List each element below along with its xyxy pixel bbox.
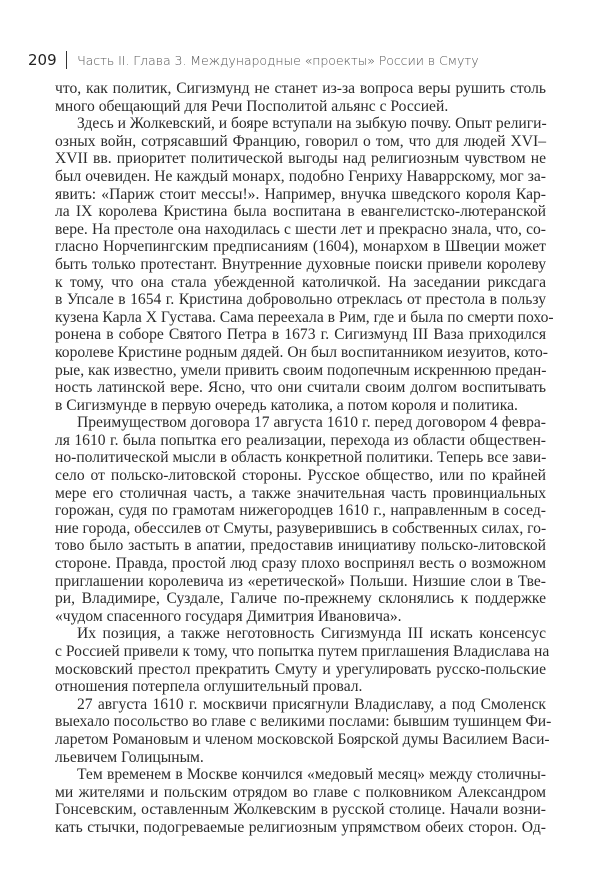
text-line: мере его столичная часть, а также значительная часть провинциальных [55,484,546,502]
text-line: озных войн, сотрясавший Францию, говорил о том, что для людей XVI– [55,132,546,150]
text-line: кузена Карла X Густава. Сама переехала в Рим, где и была по смерти похо- [55,308,554,326]
text-line: Преимуществом договора 17 августа 1610 г. перед договором 4 февра- [77,414,546,432]
text-line: гласно Норчепингским предписаниям (1604), монархом в Швеции может [55,238,546,256]
text-line: Здесь и Жолкевский, и бояре вступали на зыбкую почву. Опыт религи- [77,115,547,133]
text-line: XVII вв. приоритет политической выгоды над религиозным чувством не [55,150,546,168]
text-line: выехало посольство во главе с великими послами: бывшим тушинцем Фи- [55,713,552,731]
text-line: Тем временем в Москве кончился «медовый месяц» между столичны- [77,766,546,784]
text-line: московский престол прекратить Смуту и урегулировать русско-польские [55,660,546,678]
paragraph [55,695,552,766]
text-line: 27 августа 1610 г. москвичи присягнули Владиславу, а под Смоленск [77,695,546,713]
text-line: кать стычки, подогреваемые религиозным упрямством обеих сторон. Од- [55,818,546,836]
text-line: в Сигизмунде в первую очередь католика, а потом короля и политика. [55,396,518,414]
text-line: ла IX королева Кристина была воспитана в евангелистско-лютеранской [55,203,546,221]
text-line: что, как политик, Сигизмунд не станет из-за вопроса веры рушить столь [55,80,546,97]
text-line: ние города, обессилев от Смуты, разуверившись в собственных силах, го- [55,519,547,537]
paragraph [55,414,546,625]
text-line: к тому, что она стала убежденной католичкой. На заседании риксдага [55,273,546,291]
text-line: вере. На престоле она находилась с шести лет и прекрасно знала, что, со- [55,220,546,238]
paragraph [55,766,546,836]
paragraph [55,625,550,696]
text-line: ми жителями и польским отрядом во главе с полковником Александром [55,783,546,801]
text-line: в Упсале в 1654 г. Кристина добровольно отреклась от престола в пользу [55,291,546,309]
text-line: село от польско-литовской стороны. Русское общество, или по крайней [55,467,546,485]
running-title: Часть II. Глава 3. Международные «проекты» России в Смуту [77,52,479,68]
text-line: ри, Владимире, Суздале, Галиче по-прежнему склонялись к поддержке [55,590,546,608]
running-header [28,50,479,70]
text-line: тово было застыть в апатии, предоставив инициативу польско-литовской [55,537,546,555]
text-line: был очевиден. Не каждый монарх, подобно Генриху Наваррскому, мог за- [55,167,546,185]
page-number: 209 [28,51,57,69]
text-line: «чудом спасенного государя Димитрия Ивановича». [55,607,402,625]
text-line: ларетом Романовым и членом московской Боярской думы Василием Васи- [55,730,550,748]
text-line: но-политической мысли в область конкретной политики. Теперь все зави- [55,449,547,467]
text-line: рые, как известно, умели привить своим подопечным искреннюю предан- [55,361,547,379]
header-divider [66,51,68,69]
body-text [55,80,554,837]
text-line: с Россией привели к тому, что попытка путем приглашения Владислава на [55,643,550,660]
text-line: Их позиция, а также неготовность Сигизмунда III искать консенсус [77,625,546,643]
text-line: королеве Кристине родным дядей. Он был воспитанником иезуитов, кото- [55,343,548,361]
text-line: много обещающий для Речи Посполитой альянс с Россией. [55,97,449,115]
text-line: отношения потерпела оглушительный провал. [55,678,363,696]
text-line: стороне. Правда, простой люд сразу плохо воспринял весть о возможном [55,555,546,573]
text-line: ля 1610 г. была попытка его реализации, перехода из области обществен- [55,431,546,449]
text-line: ронена в соборе Святого Петра в 1673 г. Сигизмунд III Ваза приходился [55,326,546,344]
text-line: Гонсевским, оставленным Жолкевским в русской столице. Начали возни- [55,801,546,819]
paragraph [55,115,554,414]
text-line: приглашении королевича из «еретической» Польши. Низшие слои в Тве- [55,572,546,590]
text-line: явить: «Париж стоит мессы!». Например, внучка шведского короля Кар- [55,185,546,203]
text-line: льевичем Голицыным. [55,748,204,766]
text-line: быть только протестант. Внутренние духовные поиски привели королеву [55,255,546,273]
paragraph [55,80,546,115]
text-line: ность латинской вере. Ясно, что они считали своим долгом воспитывать [55,379,546,397]
text-line: горожан, судя по грамотам нижегородцев 1610 г., направленным в сосед- [55,502,546,520]
